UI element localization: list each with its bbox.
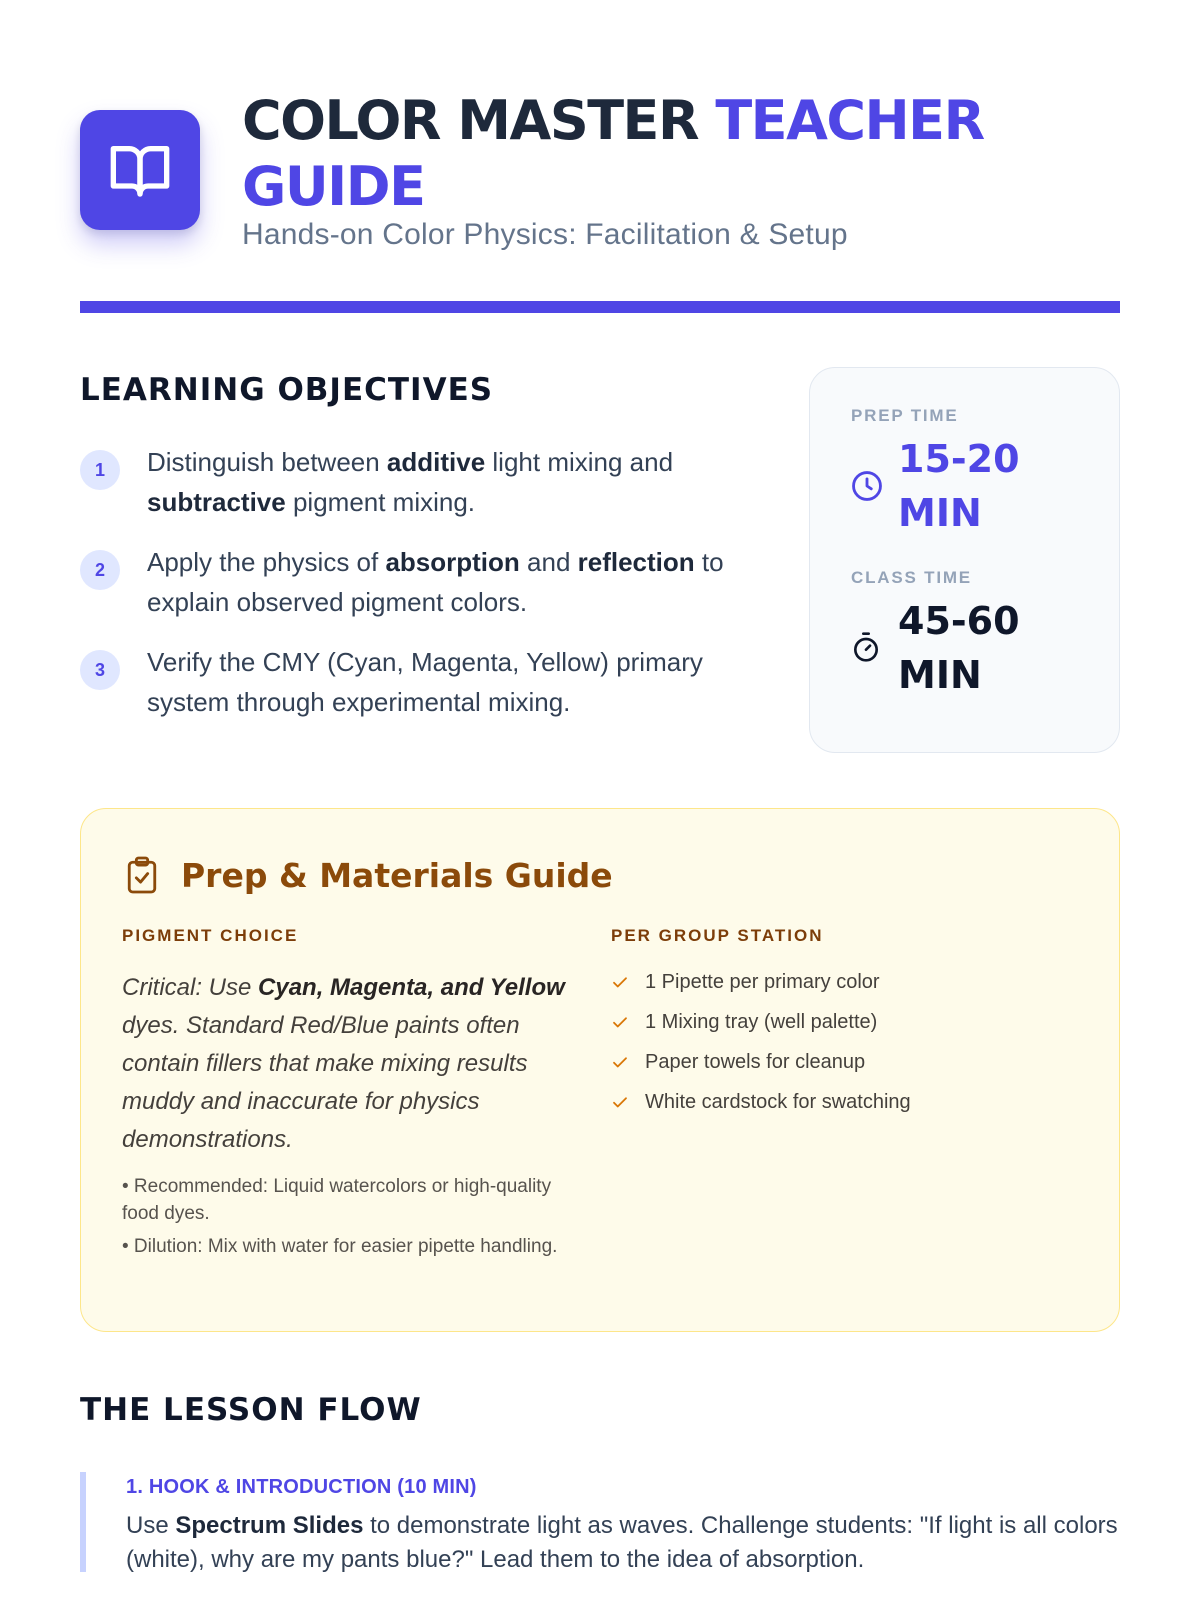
header-divider xyxy=(80,301,1120,313)
lesson-step-label: 1. HOOK & INTRODUCTION (10 MIN) xyxy=(126,1476,477,1498)
objective-text: pigment mixing. xyxy=(285,487,476,517)
objective-item xyxy=(80,542,760,622)
station-label: PER GROUP STATION xyxy=(611,926,824,945)
pigment-choice-label: PIGMENT CHOICE xyxy=(122,926,299,945)
open-book-icon xyxy=(108,138,172,202)
pigment-note: • Dilution: Mix with water for easier pipette handling. xyxy=(122,1236,558,1257)
pigment-text: dyes. Standard Red/Blue paints often contain fillers that make mixing results muddy and inaccurate for physics demonstrations. xyxy=(122,1012,528,1153)
objective-text: and xyxy=(519,547,578,577)
page-title xyxy=(242,88,1122,220)
prep-title: Prep & Materials Guide xyxy=(181,855,613,895)
time-card xyxy=(809,367,1120,753)
teacher-guide-page xyxy=(80,0,1120,1600)
check-icon xyxy=(611,1013,629,1031)
check-icon xyxy=(611,1053,629,1071)
prep-time-value: 15-20 MIN xyxy=(898,437,1020,535)
objectives-list xyxy=(80,442,760,742)
station-item xyxy=(611,962,1071,1002)
objective-number: 3 xyxy=(80,650,120,690)
objective-bold: subtractive xyxy=(147,487,286,517)
logo xyxy=(80,110,200,230)
pigment-bold: Cyan, Magenta, and Yellow xyxy=(258,974,565,1001)
station-list xyxy=(611,962,1071,1122)
lesson-step-text xyxy=(126,1509,1120,1577)
objective-number: 2 xyxy=(80,550,120,590)
pigment-text: Critical: Use xyxy=(122,974,259,1001)
header xyxy=(80,88,1120,258)
station-item xyxy=(611,1042,1071,1082)
lesson-bold: Spectrum Slides xyxy=(175,1512,364,1539)
station-item-text: White cardstock for swatching xyxy=(645,1090,911,1113)
title-accent: TEACHER GUIDE xyxy=(242,89,984,218)
objective-bold: reflection xyxy=(577,547,695,577)
class-time-value: 45-60 MIN xyxy=(898,599,1020,697)
station-item xyxy=(611,1002,1071,1042)
station-item xyxy=(611,1082,1071,1122)
prep-heading xyxy=(125,853,613,897)
pigment-critical-note xyxy=(122,969,582,1159)
class-time-label: CLASS TIME xyxy=(851,568,972,587)
station-item-text: 1 Pipette per primary color xyxy=(645,970,880,993)
lesson-text: Use xyxy=(126,1512,176,1539)
page-subtitle: Hands-on Color Physics: Facilitation & Setup xyxy=(242,218,848,251)
objective-bold: absorption xyxy=(385,547,520,577)
objective-text: Verify the CMY (Cyan, Magenta, Yellow) primary system through experimental mixing. xyxy=(147,647,703,717)
objective-text: light mixing and xyxy=(485,447,674,477)
prep-materials-panel xyxy=(80,808,1120,1332)
clock-icon xyxy=(850,469,884,503)
lesson-text: to demonstrate light as waves. Challenge students: "If light is all colors (white), why are my pants blue?" Lead them to the idea of absorption. xyxy=(126,1512,1118,1573)
station-item-text: 1 Mixing tray (well palette) xyxy=(645,1010,878,1033)
objective-item xyxy=(80,442,760,522)
objectives-title: LEARNING OBJECTIVES xyxy=(80,372,494,408)
station-item-text: Paper towels for cleanup xyxy=(645,1050,866,1073)
objective-text: Distinguish between xyxy=(147,447,387,477)
title-main: COLOR MASTER xyxy=(242,89,716,152)
objective-text: to explain observed pigment colors. xyxy=(147,547,724,617)
pigment-notes xyxy=(122,1173,582,1266)
stopwatch-icon xyxy=(850,631,882,663)
lesson-flow-title: THE LESSON FLOW xyxy=(80,1392,422,1428)
pigment-note: • Recommended: Liquid watercolors or high-quality food dyes. xyxy=(122,1176,552,1224)
check-icon xyxy=(611,973,629,991)
prep-time-label: PREP TIME xyxy=(851,406,959,425)
objective-number: 1 xyxy=(80,450,120,490)
lesson-step xyxy=(80,1472,1120,1572)
clipboard-check-icon xyxy=(125,855,159,895)
check-icon xyxy=(611,1093,629,1111)
objective-text: Apply the physics of xyxy=(147,547,386,577)
objective-bold: additive xyxy=(386,447,486,477)
objective-item xyxy=(80,642,760,722)
